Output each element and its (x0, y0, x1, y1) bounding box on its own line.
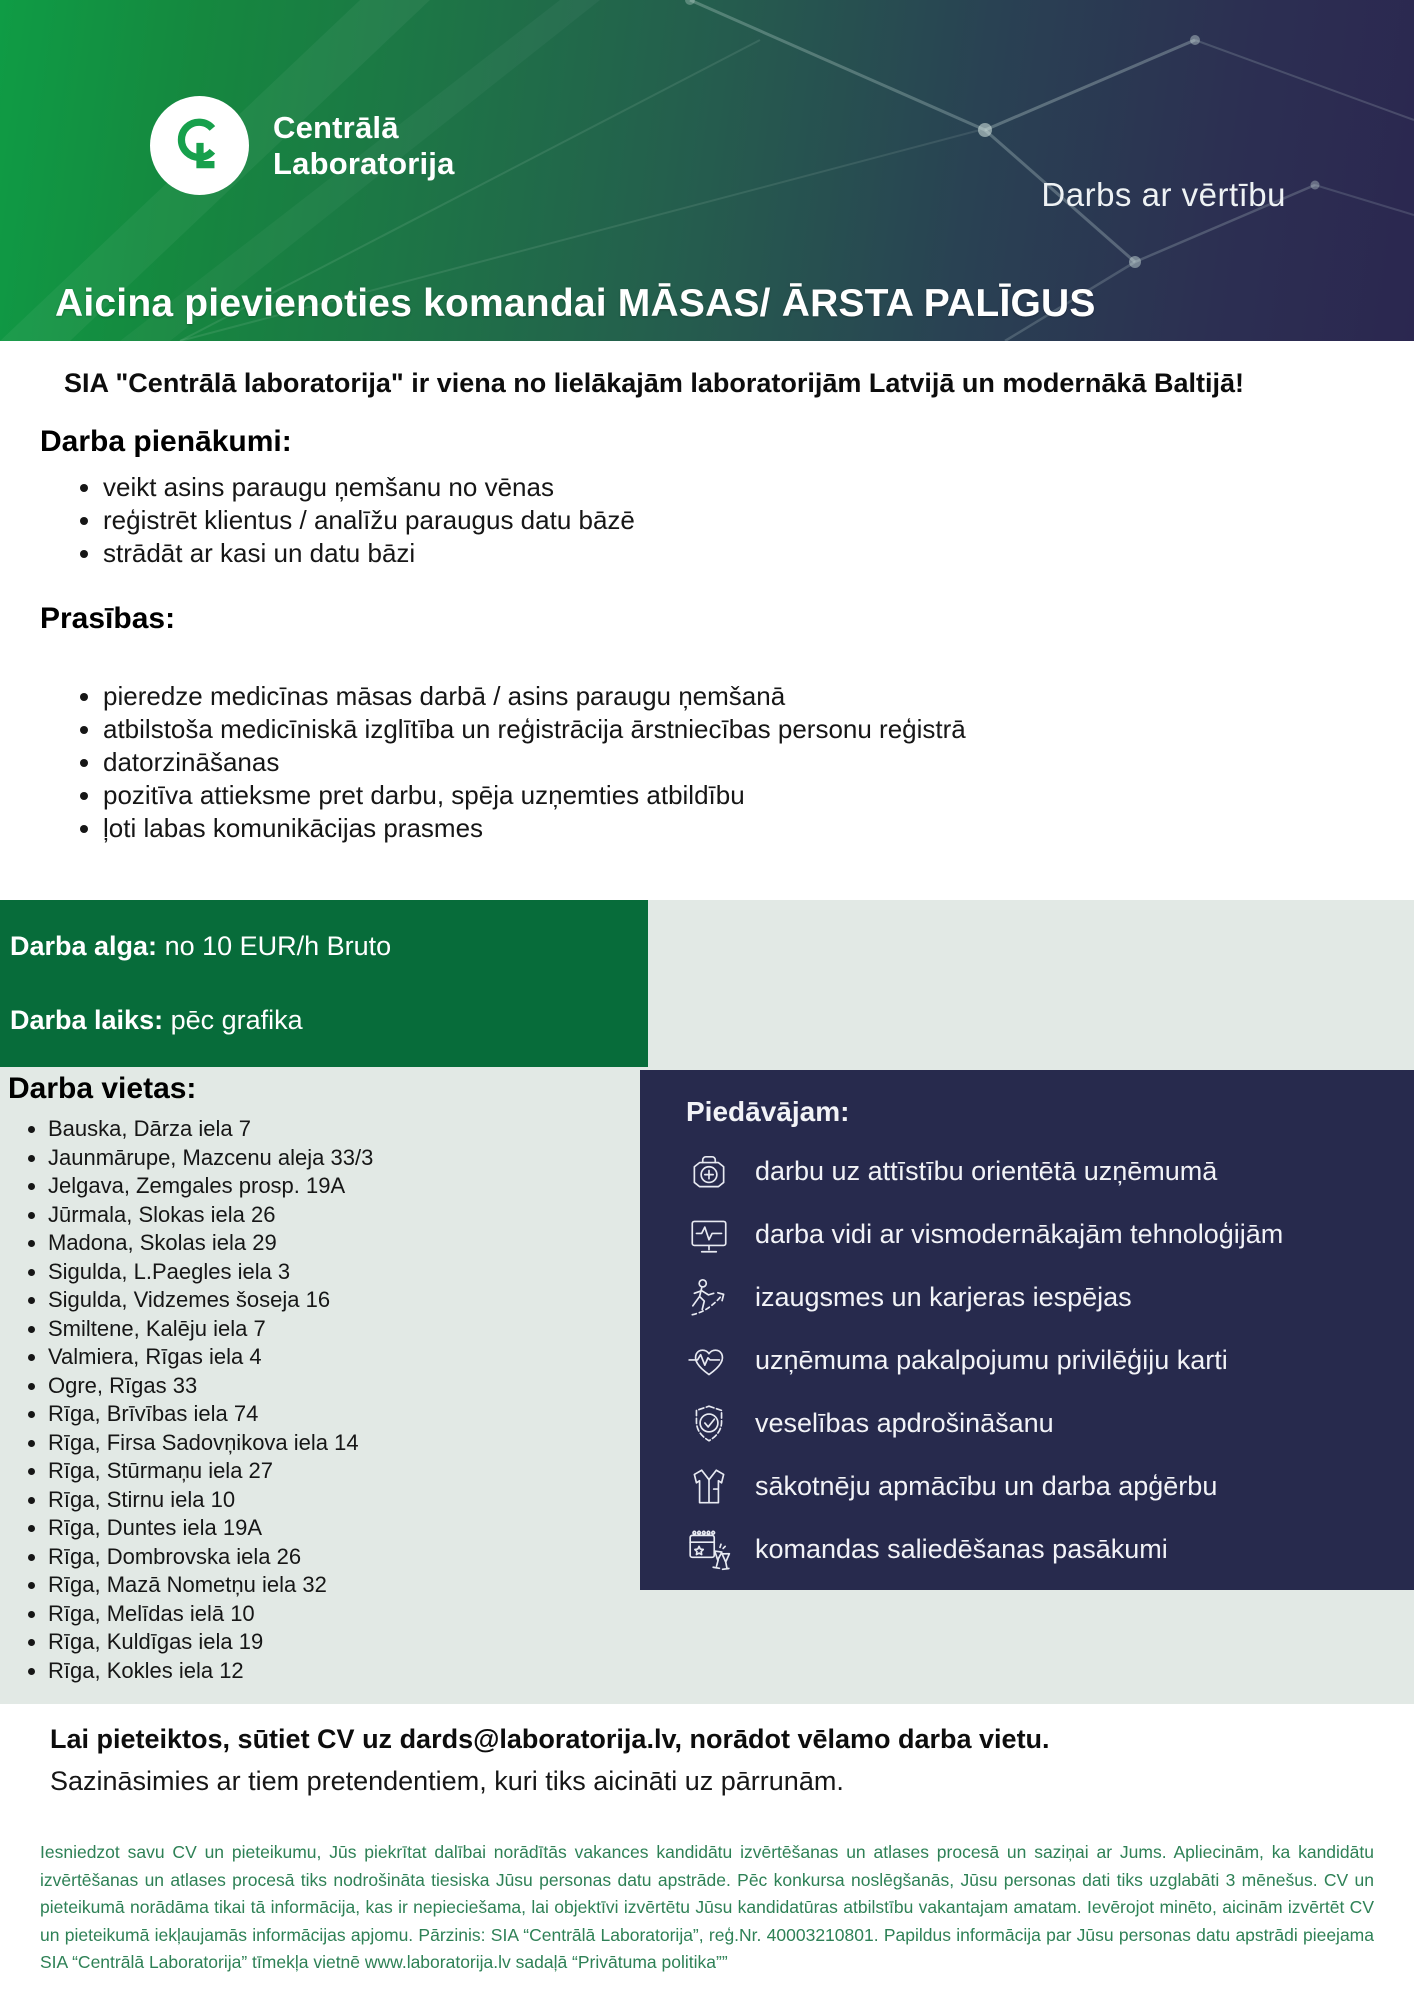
duty-item: • reģistrēt klientus / analīžu paraugus datu bāzē (103, 504, 1414, 537)
worktime-value: pēc grafika (163, 1005, 303, 1035)
requirement-item: • atbilstoša medicīniskā izglītība un reģistrācija ārstniecības personu reģistrā (103, 713, 1414, 746)
offer-item (686, 1392, 1398, 1455)
offer-label: darbu uz attīstību orientētā uzņēmumā (755, 1156, 1218, 1186)
requirements-heading: Prasības: (40, 602, 176, 635)
company-tagline: Darbs ar vērtību (1041, 176, 1286, 213)
offers-box (640, 1070, 1414, 1590)
location-item: • Sigulda, L.Paegles iela 3 (48, 1258, 640, 1287)
logo-circle (150, 96, 249, 195)
location-item: • Ogre, Rīgas 33 (48, 1372, 640, 1401)
company-name (273, 110, 455, 182)
offer-label: veselības apdrošināšanu (755, 1408, 1054, 1438)
duties-heading: Darba pienākumi: (40, 425, 292, 458)
company-name-line2: Laboratorija (273, 145, 455, 181)
location-item: • Bauska, Dārza iela 7 (48, 1115, 640, 1144)
page-title: Aicina pievienoties komandai MĀSAS/ ĀRSTA PALĪGUS (55, 282, 1096, 325)
duties-list (0, 471, 1414, 570)
offer-item (686, 1518, 1398, 1581)
career-growth-icon (686, 1275, 738, 1321)
requirement-item: • datorzināšanas (103, 746, 1414, 779)
cl-monogram-icon (169, 115, 231, 177)
offer-label: sākotnēju apmācību un darba apģērbu (755, 1471, 1218, 1501)
location-item: • Rīga, Brīvības iela 74 (48, 1400, 640, 1429)
offer-label: uzņēmuma pakalpojumu privilēģiju karti (755, 1345, 1228, 1375)
offer-item (686, 1329, 1398, 1392)
location-item: • Jaunmārupe, Mazcenu aleja 33/3 (48, 1144, 640, 1173)
requirement-item: • ļoti labas komunikācijas prasmes (103, 812, 1414, 845)
location-item: • Rīga, Stirnu iela 10 (48, 1486, 640, 1515)
locations-list (0, 1115, 640, 1685)
requirement-item: • pieredze medicīnas māsas darbā / asins paraugu ņemšanā (103, 680, 1414, 713)
salary-box (0, 900, 648, 1067)
company-name-line1: Centrālā (273, 109, 399, 145)
location-item: • Rīga, Kuldīgas iela 19 (48, 1628, 640, 1657)
offer-label: izaugsmes un karjeras iespējas (755, 1282, 1132, 1312)
intro-statement: SIA "Centrālā laboratorija" ir viena no lielākajām laboratorijām Latvijā un modernākā Baltijā! (64, 368, 1244, 398)
locations-heading: Darba vietas: (8, 1072, 197, 1105)
offer-item (686, 1203, 1398, 1266)
requirements-list (0, 680, 1414, 845)
offer-item (686, 1455, 1398, 1518)
company-logo (150, 96, 455, 195)
offer-label: darba vidi ar vismodernākajām tehnoloģijām (755, 1219, 1284, 1249)
followup-note: Sazināsimies ar tiem pretendentiem, kuri tiks aicināti uz pārrunām. (50, 1766, 844, 1796)
offer-item (686, 1140, 1398, 1203)
salary-value: no 10 EUR/h Bruto (157, 931, 392, 961)
location-item: • Rīga, Duntes iela 19A (48, 1514, 640, 1543)
worktime-line (10, 1005, 638, 1036)
location-item: • Rīga, Dombrovska iela 26 (48, 1543, 640, 1572)
location-item: • Valmiera, Rīgas iela 4 (48, 1343, 640, 1372)
location-item: • Madona, Skolas iela 29 (48, 1229, 640, 1258)
location-item: • Rīga, Firsa Sadovņikova iela 14 (48, 1429, 640, 1458)
privacy-legal-text: Iesniedzot savu CV un pieteikumu, Jūs piekrītat dalībai norādītās vakances kandidātu izvērtēšanas un atlases procesā un saziņai ar Jums. Apliecinām, ka kandidātu izvērtēšanas un atlases procesā tiks nodrošināta tiesiska Jūsu personas datu apstrāde. Pēc konkursa noslēgšanās, Jūsu personas dati tiks uzglabāti 3 mēnešus. CV un pieteikumā norādāma tikai tā informācija, kas ir nepieciešama, lai objektīvi izvērtētu Jūsu kandidatūras atbilstību vakantajam amatam. Ievērojot minēto, aicinām izvērtēt CV un pieteikumā iekļaujamās informācijas apjomu. Pārzinis: SIA “Centrālā Laboratorija”, reģ.Nr. 40003210801. Papildus informācija par Jūsu personas datu apstrādi pieejama SIA “Centrālā Laboratorija” tīmekļa vietnē www.laboratorija.lv sadaļā “Privātuma politika”” (40, 1842, 1374, 1973)
duty-item: • veikt asins paraugu ņemšanu no vēnas (103, 471, 1414, 504)
location-item: • Jūrmala, Slokas iela 26 (48, 1201, 640, 1230)
location-item: • Sigulda, Vidzemes šoseja 16 (48, 1286, 640, 1315)
duty-item: • strādāt ar kasi un datu bāzi (103, 537, 1414, 570)
location-item: • Rīga, Stūrmaņu iela 27 (48, 1457, 640, 1486)
mid-section (0, 900, 1414, 1704)
offers-list (686, 1140, 1398, 1581)
location-item: • Jelgava, Zemgales prosp. 19A (48, 1172, 640, 1201)
lab-coat-icon (686, 1464, 738, 1510)
monitor-pulse-icon (686, 1212, 738, 1258)
medical-bag-icon (686, 1149, 738, 1195)
salary-line (10, 931, 638, 962)
location-item: • Smiltene, Kalēju iela 7 (48, 1315, 640, 1344)
apply-instruction: Lai pieteiktos, sūtiet CV uz dards@laboratorija.lv, norādot vēlamo darba vietu. (50, 1724, 1050, 1754)
location-item: • Rīga, Mazā Nometņu iela 32 (48, 1571, 640, 1600)
heart-pulse-icon (686, 1338, 738, 1384)
location-item: • Rīga, Melīdas ielā 10 (48, 1600, 640, 1629)
requirement-item: • pozitīva attieksme pret darbu, spēja uzņemties atbildību (103, 779, 1414, 812)
celebration-icon (686, 1527, 738, 1573)
shield-check-icon (686, 1401, 738, 1447)
locations-section (0, 1072, 640, 1685)
salary-label: Darba alga: (10, 931, 158, 961)
header-banner (0, 0, 1414, 341)
offer-item (686, 1266, 1398, 1329)
location-item: • Rīga, Kokles iela 12 (48, 1657, 640, 1686)
offer-label: komandas saliedēšanas pasākumi (755, 1534, 1168, 1564)
worktime-label: Darba laiks: (10, 1005, 164, 1035)
offers-heading: Piedāvājam: (686, 1096, 850, 1127)
